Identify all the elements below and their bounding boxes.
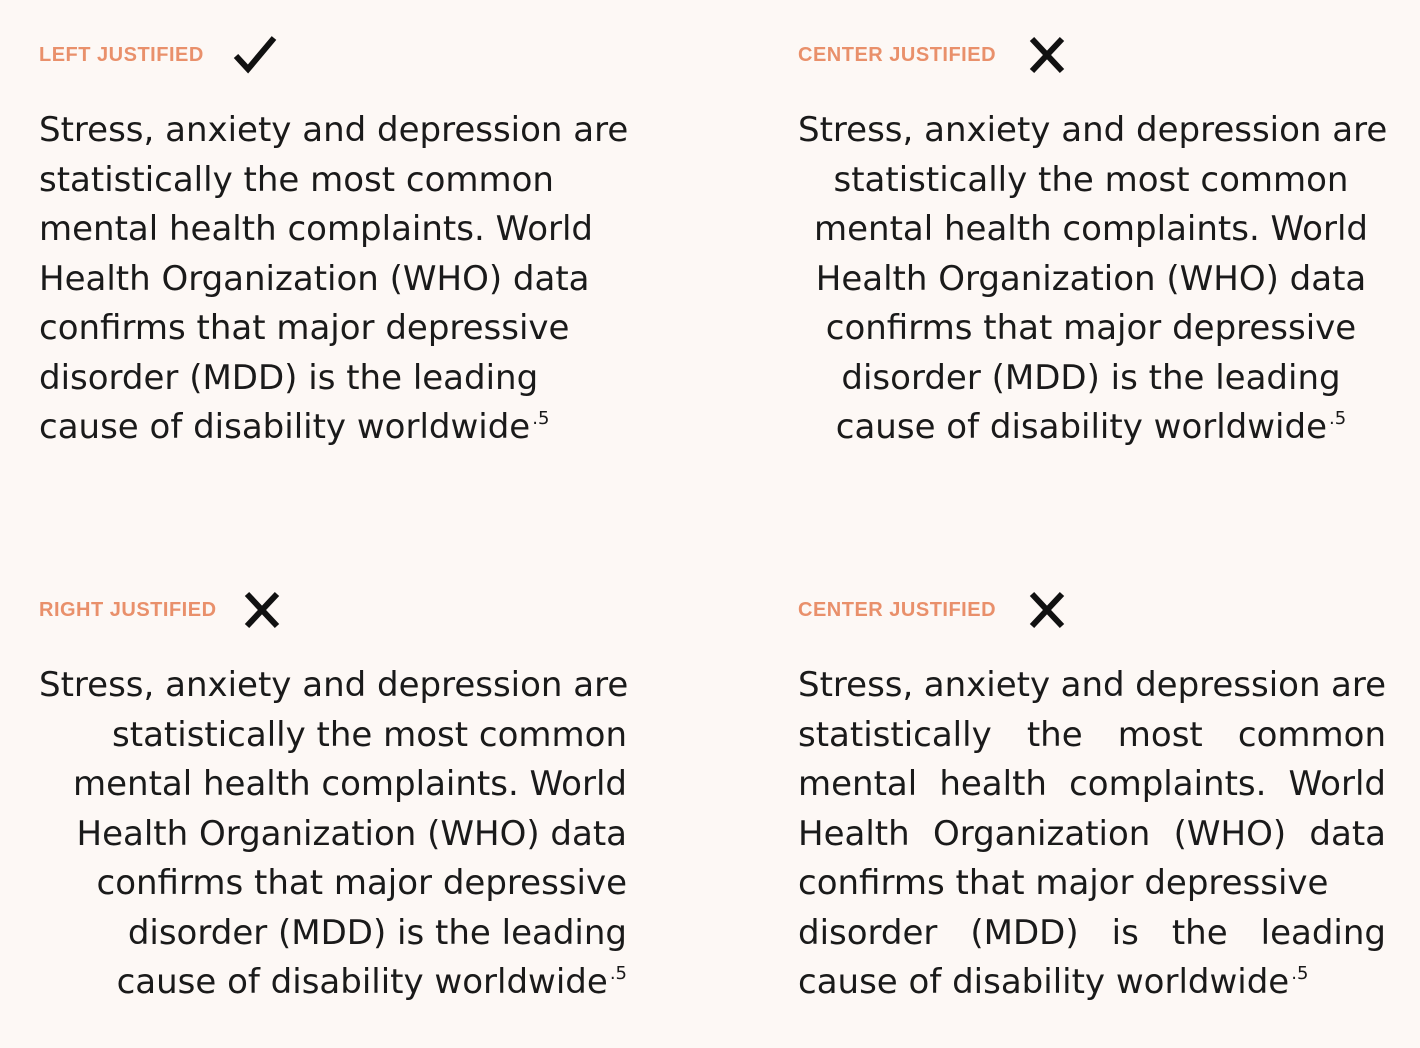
footnote-ref: .5 — [1291, 963, 1309, 984]
word: most — [1117, 714, 1203, 755]
word: (WHO) — [1173, 813, 1287, 854]
panel-label: RIGHT JUSTIFIED — [39, 598, 217, 621]
word: Stress, — [798, 665, 914, 705]
word: is — [1111, 912, 1139, 953]
word: the — [1026, 714, 1083, 755]
text-line — [798, 661, 1386, 711]
word: anxiety — [923, 665, 1051, 705]
word: mental — [798, 764, 918, 804]
text-line-content: cause of disability worldwide — [835, 407, 1328, 447]
word: health — [939, 764, 1047, 804]
paragraph — [39, 661, 627, 1008]
text-line-last — [798, 403, 1384, 453]
panel-center-justified — [798, 30, 1398, 453]
text-line: confirms that major depressive — [96, 863, 627, 903]
paragraph — [798, 661, 1386, 1008]
text-line: Stress, anxiety and depression are — [39, 665, 629, 705]
text-line-last — [798, 958, 1386, 1008]
text-line: Stress, anxiety and depression are — [39, 110, 629, 150]
word: the — [1171, 912, 1228, 953]
paragraph — [39, 106, 639, 453]
label-row — [39, 585, 639, 635]
label-row — [798, 30, 1398, 80]
word: data — [1309, 813, 1386, 854]
text-line: statistically the most common — [833, 159, 1349, 200]
text-line: mental health complaints. World — [39, 209, 594, 249]
text-line: Health Organization (WHO) data — [76, 813, 627, 854]
word: statistically — [798, 714, 992, 755]
text-line-content: cause of disability worldwide — [116, 962, 608, 1002]
word: common — [1237, 714, 1386, 755]
text-line: confirms that major depressive — [39, 308, 570, 348]
text-line: mental health complaints. World — [813, 209, 1368, 249]
check-icon — [232, 32, 278, 78]
footnote-ref: .5 — [609, 963, 627, 984]
text-line: confirms that major depressive — [825, 308, 1357, 348]
text-line — [798, 711, 1386, 761]
word: disorder — [798, 912, 938, 953]
text-line: mental health complaints. World — [72, 764, 627, 804]
word: World — [1288, 764, 1386, 804]
word: Organization — [932, 813, 1151, 854]
text-line: disorder (MDD) is the leading — [841, 357, 1341, 398]
panel-label: CENTER JUSTIFIED — [798, 43, 997, 66]
word: leading — [1260, 912, 1386, 953]
text-line: Stress, anxiety and depression are — [798, 110, 1388, 150]
cross-icon — [1024, 587, 1070, 633]
paragraph — [798, 106, 1388, 453]
text-line-last — [39, 958, 627, 1008]
text-line — [798, 810, 1386, 860]
text-line: disorder (MDD) is the leading — [127, 912, 627, 953]
panel-center-justified-2 — [798, 585, 1398, 1008]
panel-left-justified — [39, 30, 639, 453]
text-line — [798, 760, 1386, 810]
footnote-ref: .5 — [1329, 408, 1347, 429]
text-line: Health Organization (WHO) data — [39, 258, 590, 299]
cross-icon — [239, 587, 285, 633]
panel-right-justified — [39, 585, 639, 1008]
text-line — [798, 859, 1386, 909]
word: depression — [1135, 665, 1321, 705]
word: Health — [798, 813, 910, 854]
word: (MDD) — [970, 912, 1079, 953]
word: complaints. — [1069, 764, 1267, 804]
text-line-content: cause of disability worldwide — [798, 962, 1290, 1002]
text-line: Health Organization (WHO) data — [815, 258, 1367, 299]
panel-label: LEFT JUSTIFIED — [39, 43, 204, 66]
text-line — [798, 909, 1386, 959]
text-line: statistically the most common — [112, 714, 627, 755]
word: and — [1060, 665, 1125, 705]
text-line: disorder (MDD) is the leading — [39, 357, 539, 398]
cross-icon — [1024, 32, 1070, 78]
text-line: statistically the most common — [39, 159, 554, 200]
text-line-content: cause of disability worldwide — [39, 407, 531, 447]
footnote-ref: .5 — [532, 408, 550, 429]
text-line-content: confirms that major depressive — [798, 863, 1329, 903]
panel-label: CENTER JUSTIFIED — [798, 598, 997, 621]
word: are — [1331, 665, 1386, 705]
label-row — [798, 585, 1398, 635]
text-line-last — [39, 403, 639, 453]
label-row — [39, 30, 639, 80]
